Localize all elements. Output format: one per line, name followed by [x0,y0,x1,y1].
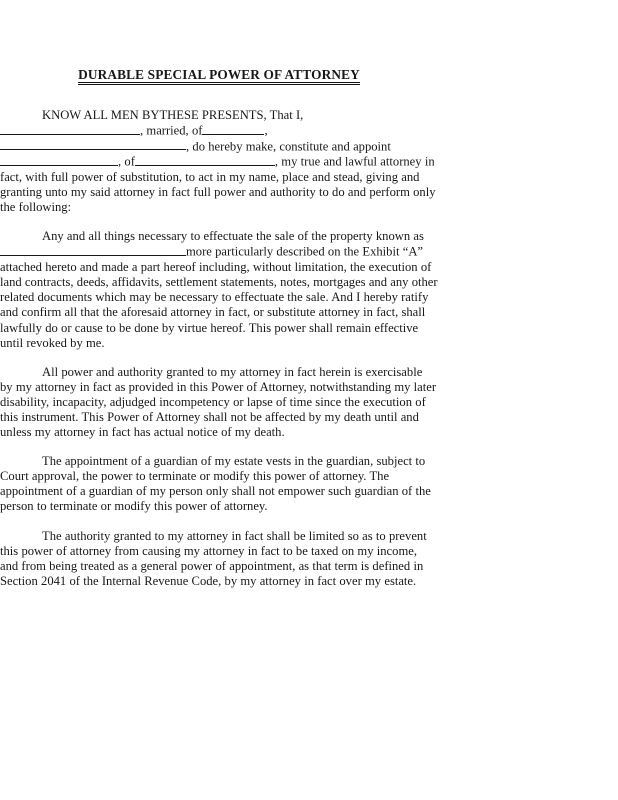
blank-attorney-name[interactable] [0,154,118,166]
p1-segment-a: KNOW ALL MEN BYTHESE PRESENTS, That I, [42,108,304,122]
page-title-text [78,68,360,85]
p1-segment-c: , [264,123,268,138]
blank-property-description[interactable] [0,244,186,256]
p1-segment-e: , of [118,155,135,170]
p2-segment-b: more particularly described on the Exhibit “A” attached hereto and made a part hereof including, without limitation, the execution of land contracts, deeds, affidavits, settlement statements, notes, mortgages and any other related documents which may be necessary to effectuate the sale. And I hereby ratify and confirm all that the aforesaid attorney in fact, or substitute attorney in fact, shall lawfully do or cause to be done by virtue hereof. This power shall remain effective until revoked by me. [0,245,438,350]
p1-segment-f: , my true and lawful attorney in fact, with full power of substitution, to act in my name, place and stead, giving and granting unto my said attorney in fact full power and authority to do and perform only the following: [0,155,436,215]
blank-attorney-address[interactable] [135,154,275,166]
page-title [0,68,438,85]
p2-segment-a: Any and all things necessary to effectuate the sale of the property known as [42,229,424,244]
p1-segment-b: , married, of [140,123,203,138]
paragraph-property-sale [0,229,438,350]
paragraph-presents [0,108,438,215]
document-body [0,108,438,589]
page-title-inner: DURABLE SPECIAL POWER OF ATTORNEY [78,67,360,82]
paragraph-tax-limitation: The authority granted to my attorney in fact shall be limited so as to prevent this power of attorney from causing my attorney in fact to be taxed on my income, and from being treated as a general power of appointment, as that term is defined in Section 2041 of the Internal Revenue Code, by my attorney in fact over my estate. [0,528,427,588]
p1-segment-d: , do hereby make, constitute and appoint [186,139,391,154]
blank-principal-address-2[interactable] [0,139,186,151]
blank-principal-name[interactable] [0,123,140,135]
paragraph-durability: All power and authority granted to my attorney in fact herein is exercisable by my attorney in fact as provided in this Power of Attorney, notwithstanding my later disability, incapacity, adjudged incompetency or lapse of time since the execution of this instrument. This Power of Attorney shall not be affected by my death until and unless my attorney in fact has actual notice of my death. [0,364,437,440]
blank-principal-address-1[interactable] [202,123,264,135]
paragraph-guardian: The appointment of a guardian of my estate vests in the guardian, subject to Court approval, the power to terminate or modify this power of attorney. The appointment of a guardian of my person only shall not empower such guardian of the person to terminate or modify this power of attorney. [0,454,431,514]
